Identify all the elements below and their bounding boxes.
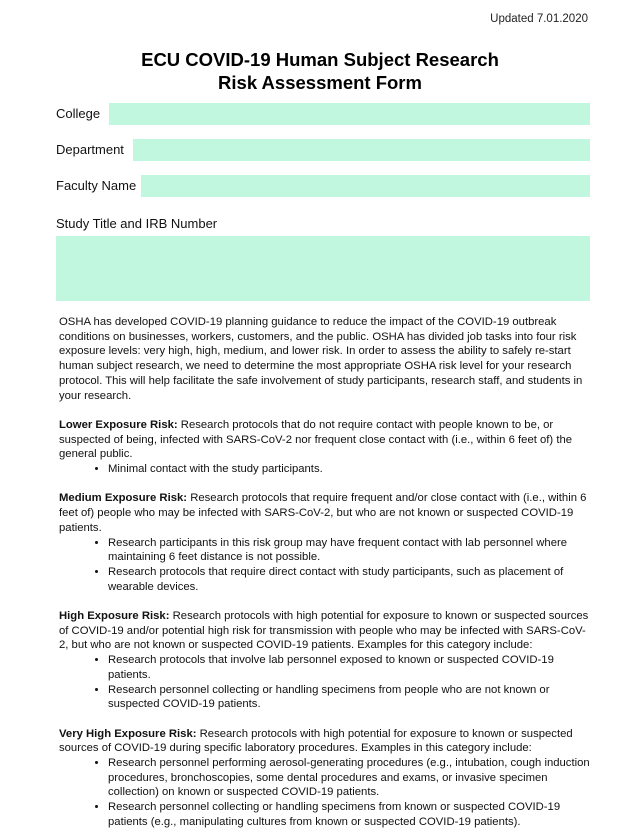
college-field[interactable] [109,103,590,125]
list-item: • Minimal contact with the study participants. [108,462,590,477]
risk-description: Research protocols with high potential for exposure to known or suspected sources of COVID-19 during specific laboratory procedures. Examples in this category include: [59,727,573,755]
title-line-1: ECU COVID-19 Human Subject Research [141,49,499,70]
faculty-label: Faculty Name [56,178,137,193]
intro-paragraph: OSHA has developed COVID-19 planning guidance to reduce the impact of the COVID-19 outbreak conditions on businesses, workers, customers, and the public. OSHA has divided job tasks into four risk exposure levels: very high, high, medium, and lower risk. In order to assess the ability to safely re-start human subject research, we need to determine the most appropriate OSHA risk level for your research protocol. This will help facilitate the safe involvement of study participants, research staff, and students in your research. [59,316,583,402]
risk-section-high [59,609,590,712]
department-field[interactable] [133,139,590,161]
risk-bullet-list [59,462,590,477]
department-label: Department [56,142,124,157]
college-row [56,103,590,125]
list-item: • Research personnel performing aerosol-generating procedures (e.g., intubation, cough induction procedures, bronchoscopies, some dental procedures and exams, or invasive specimen collection) on known or suspected COVID-19 patients. [108,756,590,800]
risk-section-lower [59,418,590,477]
study-title-label: Study Title and IRB Number [56,216,218,231]
list-item: • Research participants in this risk group may have frequent contact with lab personnel where maintaining 6 feet distance is not possible. [108,536,590,565]
risk-name: High Exposure Risk: [59,610,170,623]
faculty-name-field[interactable] [141,175,590,197]
risk-bullet-list [59,653,590,712]
updated-date: Updated 7.01.2020 [490,13,588,25]
risk-description-body [59,315,590,830]
risk-section-very-high [59,727,590,830]
list-item: • Research personnel collecting or handling specimens from people who are not known or suspected COVID-19 patients. [108,683,590,712]
page-title [0,48,640,94]
risk-bullet-list [59,536,590,595]
list-item: • Research protocols that involve lab personnel exposed to known or suspected COVID-19 patients. [108,653,590,682]
risk-name: Very High Exposure Risk: [59,727,197,740]
risk-section-medium [59,491,590,594]
title-line-2: Risk Assessment Form [218,72,422,93]
list-item: • Research personnel collecting or handling specimens from known or suspected COVID-19 patients (e.g., manipulating cultures from known or suspected COVID-19 patients). [108,800,590,829]
risk-description: Research protocols that do not require contact with people known to be, or suspected of being, infected with SARS-CoV-2 nor frequent close contact with (i.e., within 6 feet of) the general public. [59,418,573,461]
faculty-row [56,175,590,197]
risk-description: Research protocols with high potential for exposure to known or suspected sources of COVID-19 and/or potential high risk for transmission with people who may be infected with SARS-CoV-2, but who are not known or suspected COVID-19 patients. Examples for this category include: [59,610,589,652]
list-item: • Research protocols that require direct contact with study participants, such as placement of wearable devices. [108,565,590,594]
college-label: College [56,106,101,121]
risk-bullet-list [59,756,590,830]
risk-name: Lower Exposure Risk: [59,418,178,431]
risk-description: Research protocols that require frequent and/or close contact with (i.e., within 6 feet of) people who may be infected with SARS-CoV-2, but who are not known or suspected COVID-19 patients. [59,492,587,534]
study-title-field[interactable] [56,236,590,301]
risk-name: Medium Exposure Risk: [59,492,188,505]
department-row [56,139,590,161]
